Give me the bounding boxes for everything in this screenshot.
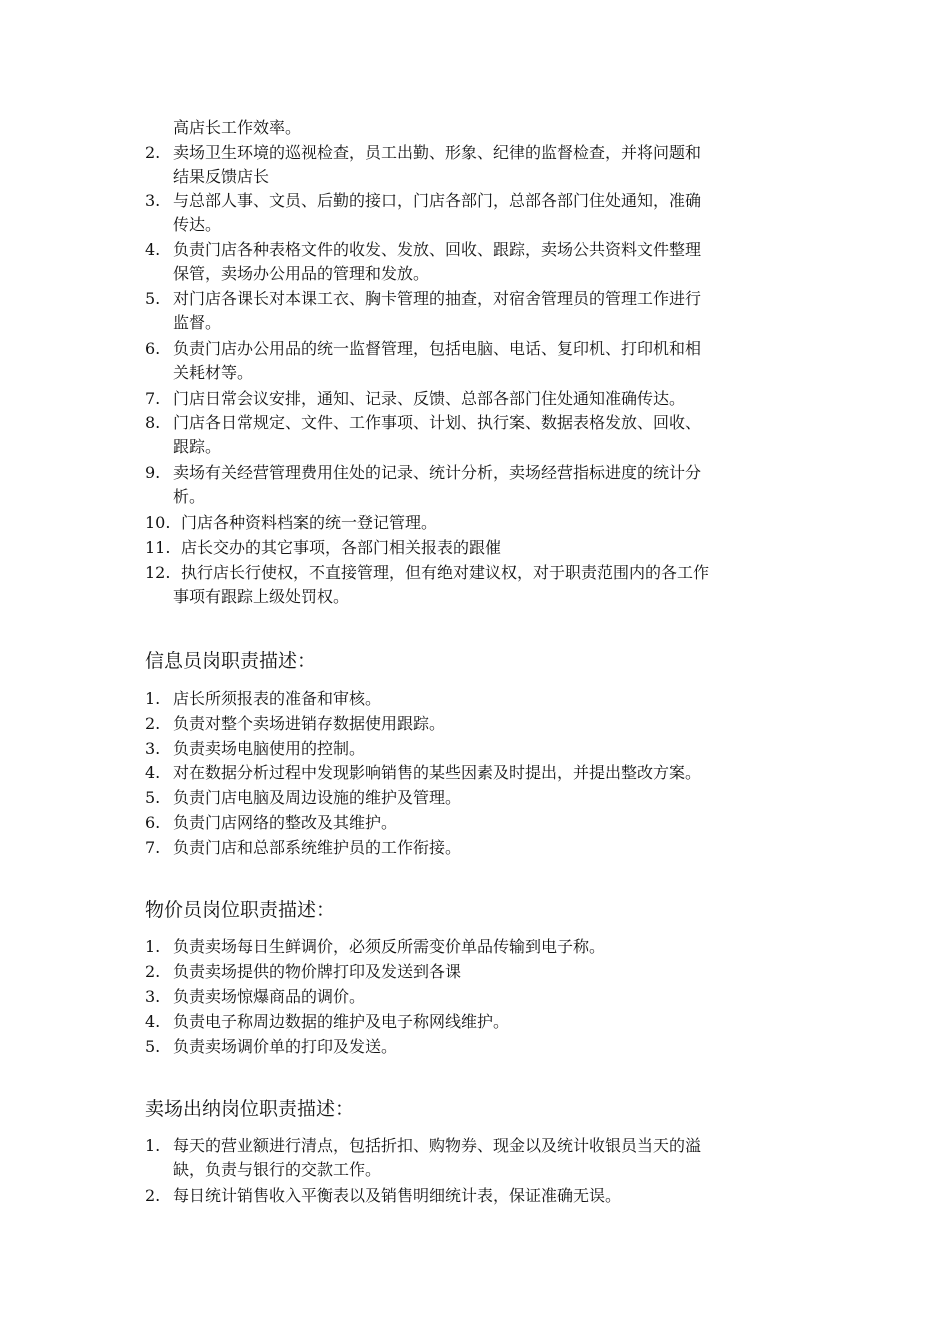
item-line: 传达。 [173,215,222,234]
item-line: 缺，负责与银行的交款工作。 [173,1160,382,1179]
item-number: 7. [145,389,161,408]
section-heading-cashier: 卖场出纳岗位职责描述： [145,1098,355,1120]
item-text [173,287,813,335]
item-number: 8. [145,413,161,432]
item-text [173,960,813,984]
item-line: 与总部人事、文员、后勤的接口，门店各部门，总部各部门住处通知，准确 [173,191,702,210]
item-line: 门店日常会议安排，通知、记录、反馈、总部各部门住处通知准确传达。 [173,389,686,408]
item-number: 4. [145,240,161,259]
section-heading-price-clerk: 物价员岗位职责描述： [145,899,336,921]
continuation-line: 高店长工作效率。 [173,118,302,137]
item-line: 卖场有关经营管理费用住处的记录、统计分析，卖场经营指标进度的统计分 [173,463,702,482]
item-line: 门店各日常规定、文件、工作事项、计划、执行案、数据表格发放、回收、 [173,413,702,432]
item-text [173,561,813,609]
item-number: 11. [145,538,171,557]
item-number: 10. [145,513,171,532]
item-text [173,1134,813,1182]
item-line: 负责门店办公用品的统一监督管理，包括电脑、电话、复印机、打印机和相 [173,339,702,358]
list-item [145,712,815,736]
item-text [173,387,813,411]
item-number: 1. [145,689,161,708]
list-item [145,511,815,535]
list-item [145,1134,815,1182]
item-line: 负责门店和总部系统维护员的工作衔接。 [173,838,462,857]
item-line: 店长交办的其它事项，各部门相关报表的跟催 [181,538,502,557]
item-line: 负责对整个卖场进销存数据使用跟踪。 [173,714,446,733]
item-text [173,712,813,736]
item-text [173,786,813,810]
item-text [173,461,813,509]
list-item [145,1035,815,1059]
item-line: 每天的营业额进行清点，包括折扣、购物券、现金以及统计收银员当天的溢 [173,1136,702,1155]
item-number: 7. [145,838,161,857]
item-number: 3. [145,191,161,210]
item-number: 9. [145,463,161,482]
item-line: 店长所须报表的准备和审核。 [173,689,382,708]
item-line: 事项有跟踪上级处罚权。 [173,587,350,606]
item-number: 4. [145,1012,161,1031]
item-line: 每日统计销售收入平衡表以及销售明细统计表，保证准确无误。 [173,1186,622,1205]
item-line: 关耗材等。 [173,363,254,382]
item-text [173,337,813,385]
item-number: 2. [145,143,161,162]
list-item [145,536,815,560]
item-number: 3. [145,987,161,1006]
item-text [173,1035,813,1059]
item-number: 1. [145,1136,161,1155]
list-item [145,836,815,860]
item-line: 对门店各课长对本课工衣、胸卡管理的抽查，对宿舍管理员的管理工作进行 [173,289,702,308]
item-text [173,238,813,286]
item-line: 监督。 [173,313,222,332]
item-line: 负责门店各种表格文件的收发、发放、回收、跟踪，卖场公共资料文件整理 [173,240,702,259]
item-line: 析。 [173,487,206,506]
item-line: 结果反馈店长 [173,167,270,186]
section-heading-info-clerk: 信息员岗职责描述： [145,650,317,672]
list-item [145,985,815,1009]
list-item [145,189,815,237]
item-number: 1. [145,937,161,956]
item-line: 门店各种资料档案的统一登记管理。 [181,513,438,532]
item-text [173,985,813,1009]
item-number: 5. [145,289,161,308]
item-line: 负责卖场每日生鲜调价，必须反所需变价单品传输到电子称。 [173,937,606,956]
list-item [145,561,815,609]
item-line: 负责卖场电脑使用的控制。 [173,739,366,758]
item-number: 3. [145,739,161,758]
item-line: 负责门店电脑及周边设施的维护及管理。 [173,788,462,807]
item-number: 12. [145,563,171,582]
list-item [145,337,815,385]
item-number: 6. [145,339,161,358]
list-item [145,737,815,761]
item-line: 执行店长行使权，不直接管理，但有绝对建议权，对于职责范围内的各工作 [181,563,710,582]
list-item [145,786,815,810]
item-text [181,511,813,535]
list-item [145,141,815,189]
item-line: 保管，卖场办公用品的管理和发放。 [173,264,430,283]
list-item [145,461,815,509]
item-line: 负责电子称周边数据的维护及电子称网线维护。 [173,1012,510,1031]
list-item [145,287,815,335]
item-text [173,141,813,189]
item-text [173,836,813,860]
item-line: 卖场卫生环境的巡视检查，员工出勤、形象、纪律的监督检查，并将问题和 [173,143,702,162]
list-item [145,687,815,711]
item-line: 负责卖场调价单的打印及发送。 [173,1037,398,1056]
list-item [145,761,815,785]
item-number: 5. [145,1037,161,1056]
item-text [173,761,813,785]
item-text [173,737,813,761]
item-number: 6. [145,813,161,832]
list-item [145,238,815,286]
item-line: 跟踪。 [173,437,222,456]
item-text [181,536,813,560]
item-line: 负责卖场惊爆商品的调价。 [173,987,366,1006]
item-text [173,189,813,237]
list-item [145,935,815,959]
list-item [145,411,815,459]
list-item [145,1010,815,1034]
item-line: 负责卖场提供的物价牌打印及发送到各课 [173,962,462,981]
item-text [173,411,813,459]
item-text [173,811,813,835]
item-text [173,935,813,959]
item-number: 2. [145,714,161,733]
item-line: 对在数据分析过程中发现影响销售的某些因素及时提出，并提出整改方案。 [173,763,702,782]
item-text [173,1010,813,1034]
list-item [145,387,815,411]
item-number: 2. [145,962,161,981]
item-text [173,687,813,711]
list-item [145,1184,815,1208]
item-number: 5. [145,788,161,807]
item-number: 2. [145,1186,161,1205]
item-line: 负责门店网络的整改及其维护。 [173,813,398,832]
list-item [145,811,815,835]
item-number: 4. [145,763,161,782]
list-item [145,960,815,984]
item-text [173,1184,813,1208]
